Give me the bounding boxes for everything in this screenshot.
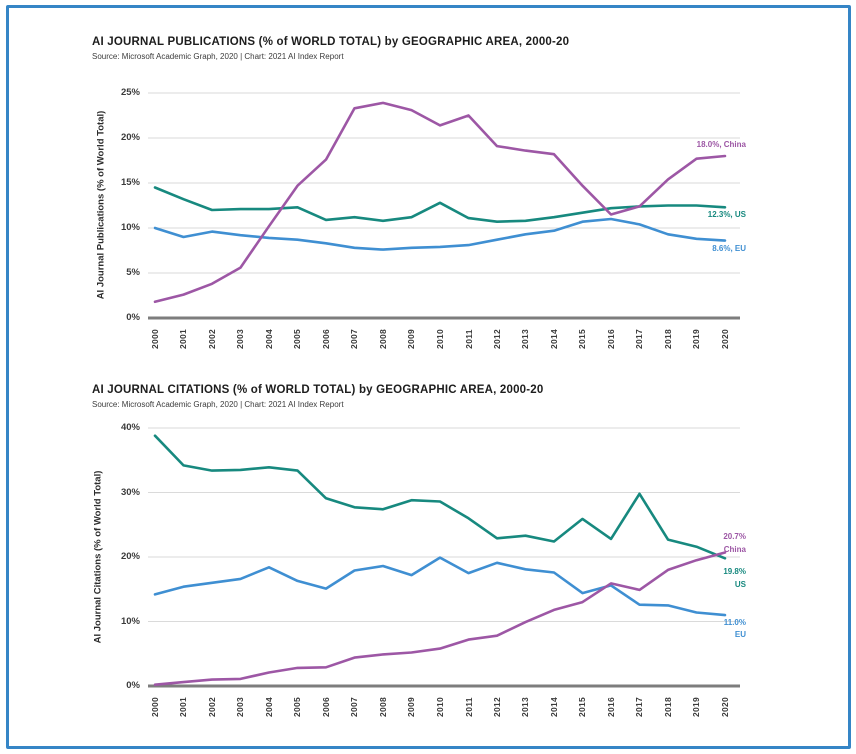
x-axis-year-label: 2000 xyxy=(149,696,160,718)
publications-line-chart xyxy=(148,93,740,318)
x-axis-year-label: 2001 xyxy=(178,328,189,350)
x-axis-year-label: 2016 xyxy=(605,696,616,718)
x-axis-year-label: 2015 xyxy=(577,696,588,718)
x-axis-year-label: 2015 xyxy=(577,328,588,350)
citations-line-chart xyxy=(148,428,740,686)
y-axis-tick-label: 25% xyxy=(120,87,140,98)
x-axis-year-label: 2007 xyxy=(349,328,360,350)
x-axis-year-label: 2009 xyxy=(406,696,417,718)
series-end-label-US: 19.8% US xyxy=(723,567,746,589)
citations-plot-area xyxy=(120,422,746,718)
x-axis-year-label: 2016 xyxy=(605,328,616,350)
series-end-label-US: 12.3%, US xyxy=(707,210,746,220)
x-axis-year-label: 2012 xyxy=(491,328,502,350)
publications-chart-source: Source: Microsoft Academic Graph, 2020 | Chart: 2021 AI Index Report xyxy=(92,52,344,61)
x-axis-year-label: 2020 xyxy=(719,696,730,718)
x-axis-year-label: 2011 xyxy=(463,329,474,349)
x-axis-year-label: 2018 xyxy=(662,328,673,350)
x-axis-year-label: 2008 xyxy=(377,696,388,718)
citations-chart-source: Source: Microsoft Academic Graph, 2020 | Chart: 2021 AI Index Report xyxy=(92,400,344,409)
publications-y-axis-label: AI Journal Publications (% of World Total) xyxy=(95,110,107,300)
x-axis-year-label: 2013 xyxy=(520,696,531,718)
x-axis-year-label: 2009 xyxy=(406,328,417,350)
y-axis-tick-label: 5% xyxy=(126,267,140,278)
x-axis-year-label: 2018 xyxy=(662,696,673,718)
series-end-label-EU: 8.6%, EU xyxy=(712,243,746,253)
y-axis-tick-label: 0% xyxy=(126,312,140,323)
y-axis-tick-label: 20% xyxy=(120,551,140,562)
x-axis-year-label: 2020 xyxy=(719,328,730,350)
x-axis-year-label: 2002 xyxy=(206,328,217,350)
y-axis-tick-label: 10% xyxy=(120,222,140,233)
x-axis-year-label: 2014 xyxy=(548,696,559,718)
x-axis-year-label: 2005 xyxy=(292,328,303,350)
x-axis-year-label: 2003 xyxy=(235,696,246,718)
y-axis-tick-label: 30% xyxy=(120,486,140,498)
x-axis-year-label: 2017 xyxy=(634,328,645,350)
x-axis-year-label: 2011 xyxy=(463,697,474,717)
y-axis-tick-label: 40% xyxy=(120,422,140,433)
x-axis-year-label: 2004 xyxy=(263,328,274,350)
x-axis-year-label: 2005 xyxy=(292,696,303,718)
x-axis-year-label: 2008 xyxy=(377,328,388,350)
y-axis-tick-label: 20% xyxy=(120,132,140,143)
series-end-label-EU: 11.0% EU xyxy=(723,618,746,640)
series-end-label-China: 20.7% China xyxy=(723,532,746,554)
x-axis-year-label: 2010 xyxy=(434,696,445,718)
x-axis-year-label: 2004 xyxy=(263,696,274,718)
x-axis-year-label: 2002 xyxy=(206,696,217,718)
y-axis-tick-label: 10% xyxy=(120,615,140,627)
x-axis-year-label: 2019 xyxy=(691,696,702,718)
x-axis-year-label: 2000 xyxy=(149,328,160,350)
x-axis-year-label: 2006 xyxy=(320,696,331,718)
y-axis-tick-label: 15% xyxy=(120,177,140,188)
y-axis-tick-label: 0% xyxy=(126,680,140,691)
x-axis-year-label: 2007 xyxy=(349,696,360,718)
x-axis-year-label: 2013 xyxy=(520,328,531,350)
publications-chart-title: AI JOURNAL PUBLICATIONS (% of WORLD TOTAL) by GEOGRAPHIC AREA, 2000-20 xyxy=(92,36,570,48)
x-axis-year-label: 2003 xyxy=(235,328,246,350)
x-axis-year-label: 2012 xyxy=(491,696,502,718)
citations-chart-title: AI JOURNAL CITATIONS (% of WORLD TOTAL) by GEOGRAPHIC AREA, 2000-20 xyxy=(92,384,544,396)
x-axis-year-label: 2017 xyxy=(634,696,645,718)
publications-plot-area xyxy=(120,87,746,350)
x-axis-year-label: 2014 xyxy=(548,328,559,350)
x-axis-year-label: 2001 xyxy=(178,696,189,718)
citations-y-axis-label: AI Journal Citations (% of World Total) xyxy=(92,470,104,644)
series-end-label-China: 18.0%, China xyxy=(696,140,746,149)
x-axis-year-label: 2006 xyxy=(320,328,331,350)
x-axis-year-label: 2010 xyxy=(434,328,445,350)
x-axis-year-label: 2019 xyxy=(691,328,702,350)
